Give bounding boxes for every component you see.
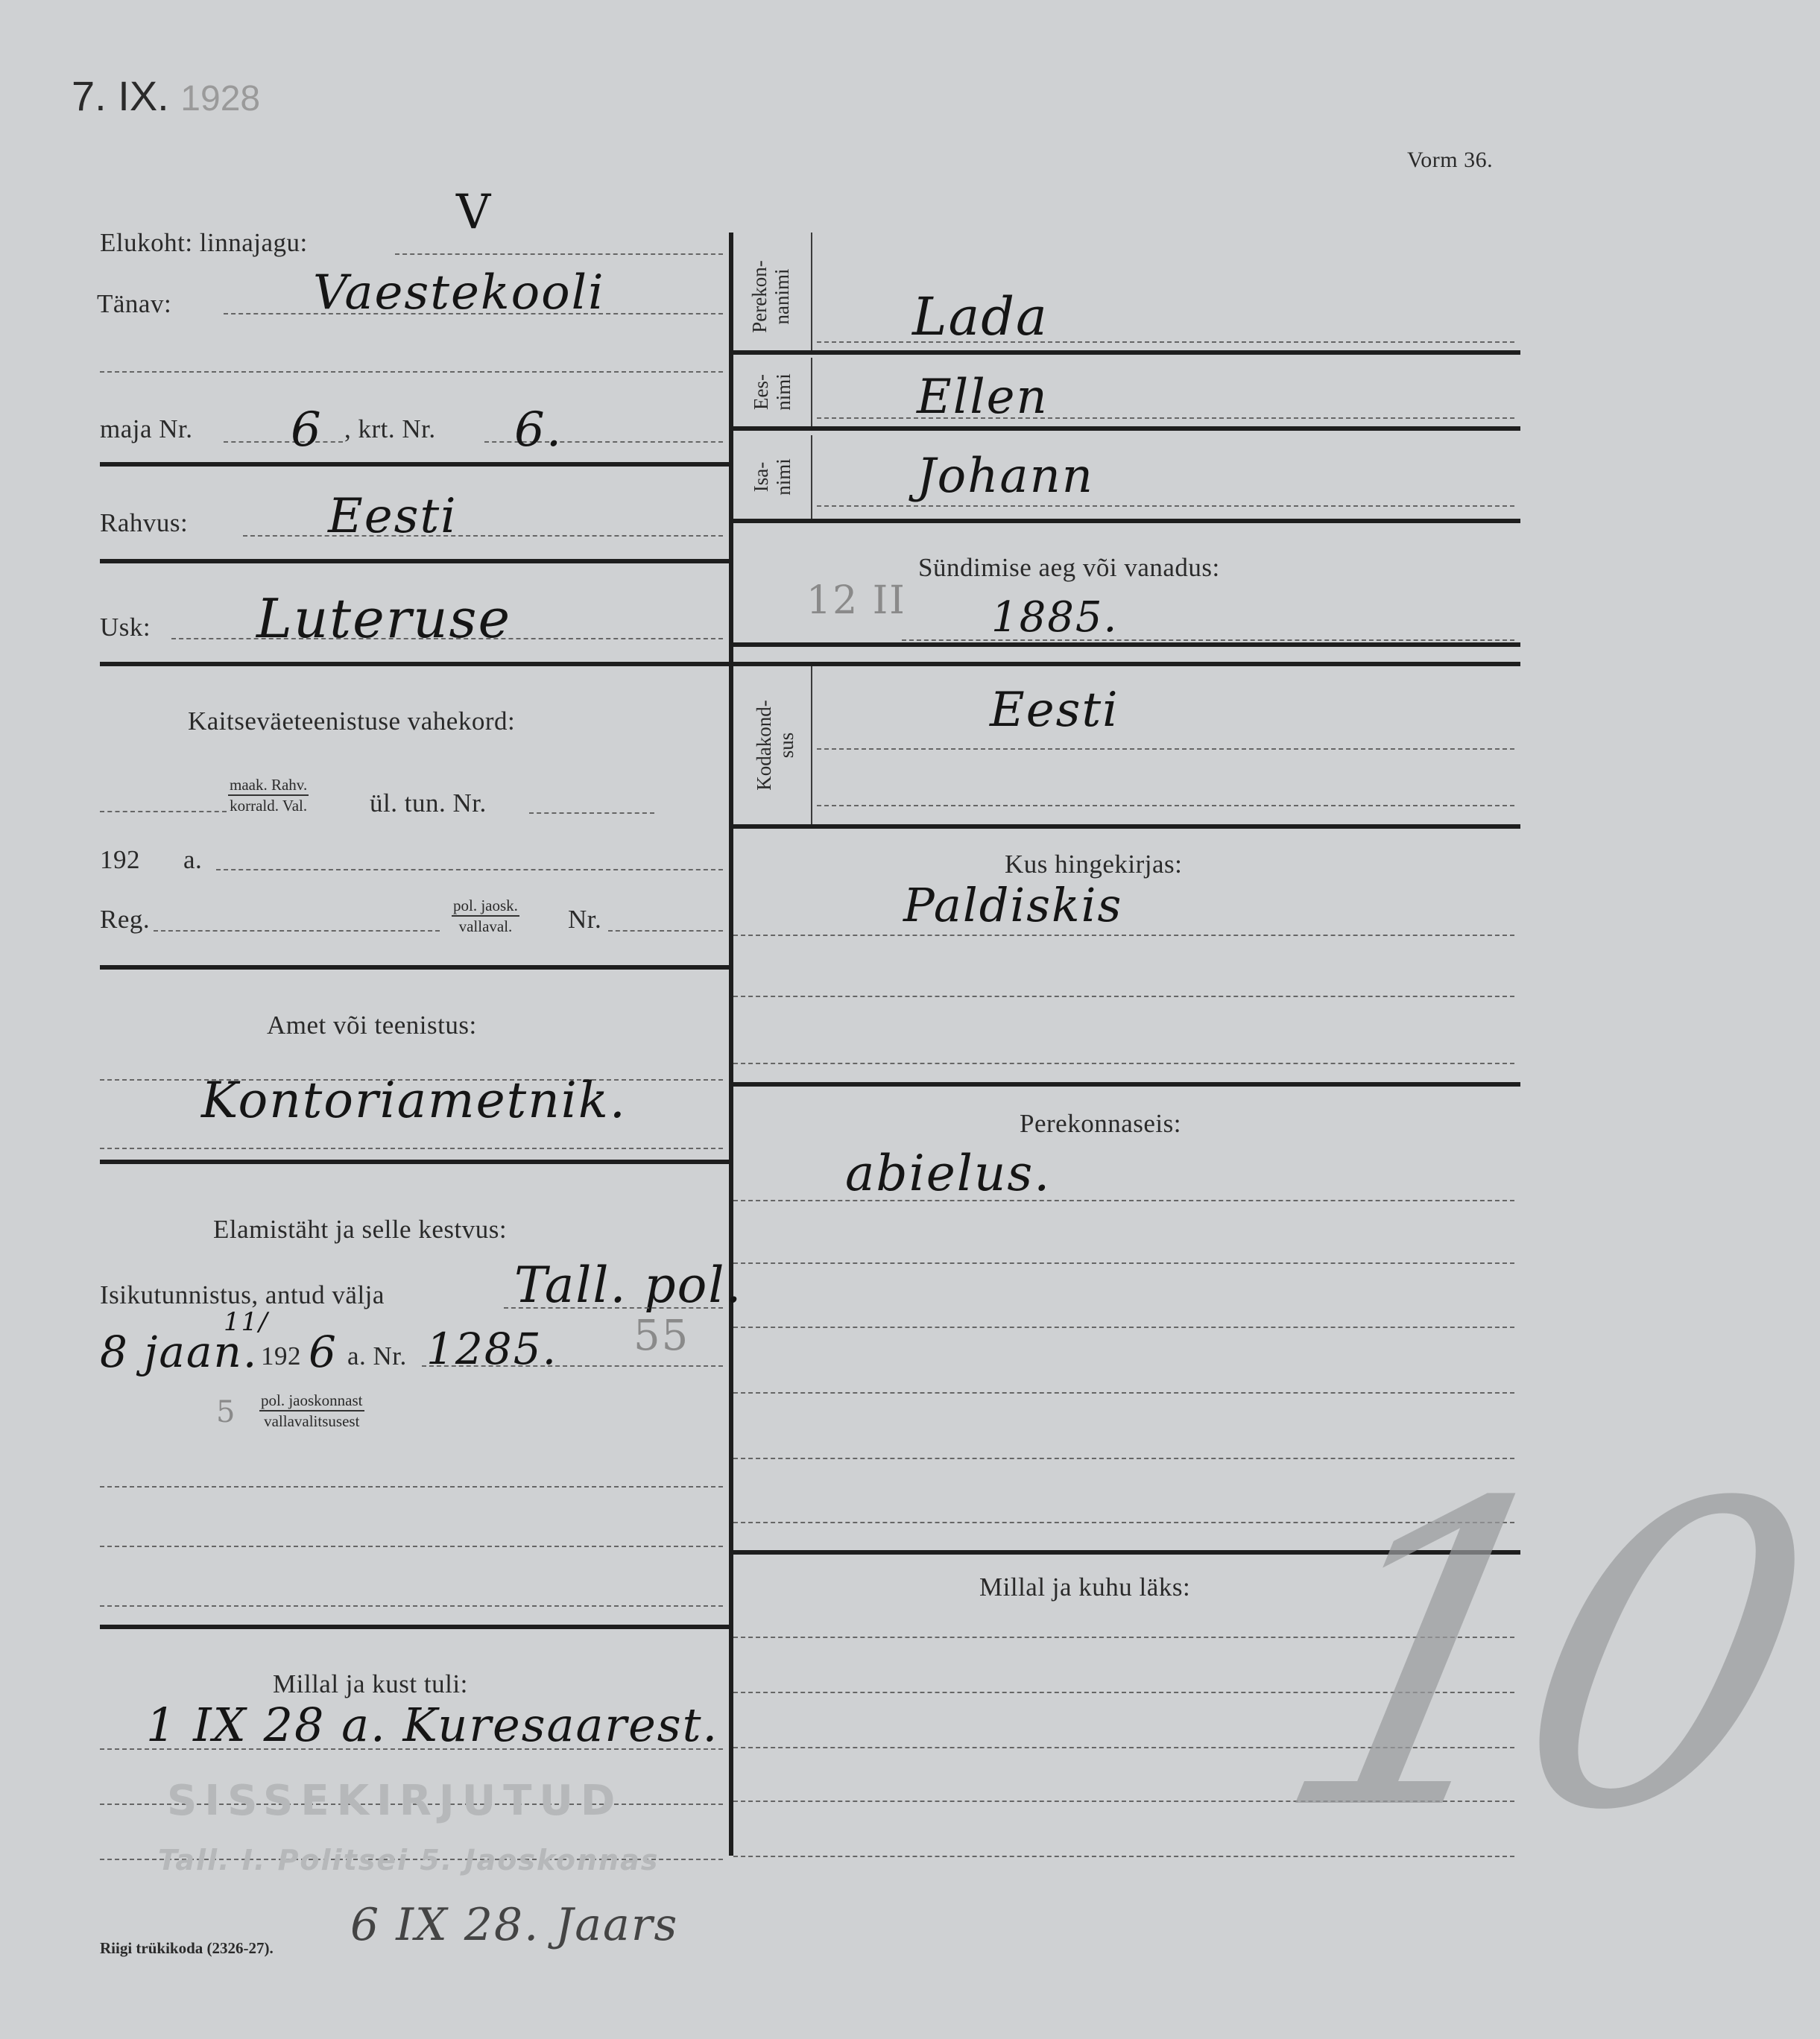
elukoht-line xyxy=(395,253,723,255)
krt-label: , krt. Nr. xyxy=(344,414,436,443)
reg-label: Reg. xyxy=(100,905,151,934)
frac1-bottom: korrald. Val. xyxy=(230,797,308,815)
year-prefix: 192 xyxy=(100,845,140,874)
frac2 xyxy=(452,896,519,936)
ul-tun-label: ül. tun. Nr. xyxy=(370,788,487,818)
amet-title: Amet või teenistus: xyxy=(267,1011,477,1040)
right-label-column-line-2 xyxy=(811,358,812,426)
right-label-column-line-3 xyxy=(811,435,812,519)
year-printed: 192 xyxy=(261,1341,301,1371)
kaitse-title: Kaitseväeteenistuse vahekord: xyxy=(188,706,516,736)
eesnimi-value: Ellen xyxy=(917,370,1049,425)
perekonnaseis-line-2 xyxy=(733,1262,1514,1264)
eesnimi-label xyxy=(750,358,794,426)
right-rule-5 xyxy=(733,662,1520,666)
left-rule-2 xyxy=(100,559,729,563)
isikutunnistus-label: Isikutunnistus, antud välja xyxy=(100,1280,385,1309)
nr-label: Nr. xyxy=(568,905,602,934)
date-stamp-day: 7. IX. xyxy=(72,72,169,119)
frac3 xyxy=(259,1391,364,1431)
maja-line xyxy=(224,441,343,443)
perekonnanimi-label xyxy=(748,234,793,359)
kodakondsus-label-text: Kodakond- sus xyxy=(753,700,797,791)
right-rule-1 xyxy=(733,350,1520,355)
rahvus-value: Eesti xyxy=(328,489,458,544)
elamis-line-1 xyxy=(100,1486,723,1488)
year-suffix: a. xyxy=(183,845,203,874)
nr-value: 1285. xyxy=(426,1324,558,1374)
frac2-bottom: vallaval. xyxy=(458,917,513,935)
frac3-bottom: vallavalitsusest xyxy=(264,1412,360,1430)
left-rule-4 xyxy=(100,965,729,970)
left-rule-1 xyxy=(100,462,729,467)
kodakondsus-line-2 xyxy=(817,805,1514,806)
isanimi-label-text: Isa- nimi xyxy=(750,458,794,496)
frac1-left-line xyxy=(100,811,227,812)
right-rule-4 xyxy=(733,642,1520,647)
margin-mark: 10 xyxy=(1245,1416,1820,1902)
elukoht-value: V xyxy=(456,185,493,240)
sundimise-title: Sündimise aeg või vanadus: xyxy=(918,553,1220,582)
amet-line-2 xyxy=(100,1148,723,1149)
registration-stamp-line1: SISSEKIRJUTUD xyxy=(167,1777,623,1825)
perekonnaseis-line-4 xyxy=(733,1392,1514,1394)
tuli-value: 1 IX 28 a. Kuresaarest. xyxy=(146,1698,719,1752)
frac1-top: maak. Rahv. xyxy=(228,775,309,796)
tuli-title: Millal ja kust tuli: xyxy=(273,1669,468,1698)
right-rule-3 xyxy=(733,519,1520,523)
year-line xyxy=(216,869,723,870)
year-hand: 6 xyxy=(309,1327,338,1377)
kodakondsus-label xyxy=(753,665,797,826)
hingekirjas-value: Paldiskis xyxy=(903,878,1123,932)
maja-value: 6 xyxy=(291,402,323,458)
footer-hand: 6 IX 28. Jaars xyxy=(350,1899,679,1951)
perekonnanimi-value: Lada xyxy=(912,286,1049,347)
date-value: 8 jaan. xyxy=(100,1327,259,1377)
hingekirjas-line-2 xyxy=(733,996,1514,997)
perekonnaseis-title: Perekonnaseis: xyxy=(1020,1109,1181,1138)
elamis-title: Elamistäht ja selle kestvus: xyxy=(213,1215,508,1244)
sundimise-line xyxy=(902,639,1514,641)
isikutunnistus-line xyxy=(504,1307,723,1309)
printer-imprint: Riigi trükikoda (2326-27). xyxy=(100,1939,274,1957)
tanav-line-2 xyxy=(100,371,723,373)
sundimise-value: 1885. xyxy=(991,593,1119,642)
sundimise-day: 12 II xyxy=(806,578,906,623)
frac3-top: pol. jaoskonnast xyxy=(259,1391,364,1412)
right-label-column-line xyxy=(811,233,812,350)
tanav-value: Vaestekooli xyxy=(313,265,605,320)
kodakondsus-value: Eesti xyxy=(990,683,1119,738)
registration-stamp-line2: Tall. I. Politsei 5. Jaoskonnas xyxy=(158,1844,660,1877)
right-rule-2 xyxy=(733,426,1520,431)
left-rule-6 xyxy=(100,1625,729,1629)
isanimi-label xyxy=(750,435,794,519)
nr-line xyxy=(608,930,723,932)
elukoht-label: Elukoht: linnajagu: xyxy=(100,228,308,257)
usk-value: Luteruse xyxy=(256,587,512,650)
left-rule-3 xyxy=(100,662,729,666)
isikutunnistus-value-2: 55 xyxy=(633,1312,690,1360)
perekonnaseis-line-3 xyxy=(733,1327,1514,1328)
center-divider xyxy=(729,233,733,1856)
perekonnaseis-value: abielus. xyxy=(845,1145,1052,1202)
tuli-line-1 xyxy=(100,1748,723,1750)
elamis-line-3 xyxy=(100,1605,723,1607)
date-super: 11/ xyxy=(224,1307,269,1337)
hingekirjas-line-1 xyxy=(733,935,1514,936)
laks-title: Millal ja kuhu läks: xyxy=(979,1572,1191,1602)
usk-label: Usk: xyxy=(100,613,151,642)
right-rule-6 xyxy=(733,824,1520,829)
eesnimi-label-text: Ees- nimi xyxy=(750,373,794,411)
kodakondsus-line-1 xyxy=(817,748,1514,750)
a-nr-label: a. Nr. xyxy=(347,1341,407,1371)
amet-value: Kontoriametnik. xyxy=(201,1072,627,1129)
frac2-top: pol. jaosk. xyxy=(452,896,519,917)
perekonnaseis-line-1 xyxy=(733,1200,1514,1201)
left-rule-5 xyxy=(100,1160,729,1164)
tanav-label: Tänav: xyxy=(97,289,172,318)
date-stamp-year: 1928 xyxy=(180,79,261,118)
elamis-line-2 xyxy=(100,1546,723,1547)
rahvus-line xyxy=(243,535,723,537)
isanimi-value: Johann xyxy=(917,449,1094,504)
date-stamp xyxy=(72,72,260,120)
form-number: Vorm 36. xyxy=(1407,148,1494,172)
right-rule-7 xyxy=(733,1082,1520,1087)
isanimi-line xyxy=(817,505,1514,507)
rahvus-label: Rahvus: xyxy=(100,508,189,537)
frac1 xyxy=(228,775,309,815)
hingekirjas-line-3 xyxy=(733,1063,1514,1064)
perekonnanimi-label-text: Perekon- nanimi xyxy=(748,260,793,333)
hingekirjas-title: Kus hingekirjas: xyxy=(1005,850,1183,879)
reg-line xyxy=(154,930,440,932)
krt-value: 6. xyxy=(514,402,563,458)
right-label-column-line-4 xyxy=(811,663,812,824)
five-mark: 5 xyxy=(216,1395,237,1429)
maja-label: maja Nr. xyxy=(100,414,193,443)
isikutunnistus-value: Tall. pol. xyxy=(514,1256,743,1314)
ul-tun-line xyxy=(529,812,654,814)
